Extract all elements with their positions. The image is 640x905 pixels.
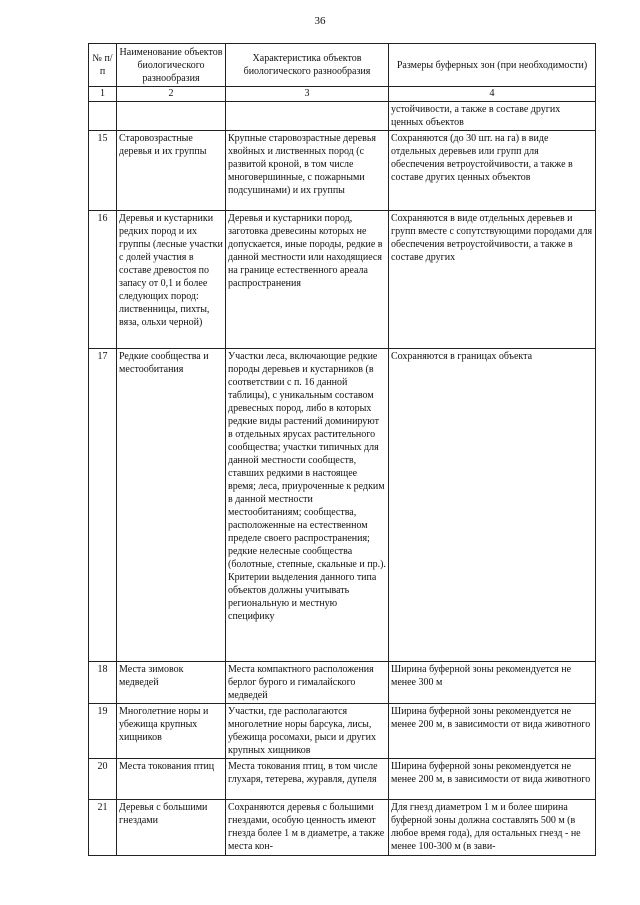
buffer-zone: Для гнезд диаметром 1 м и более ширина буферной зоны должна составлять 500 м (в любое время года), для остальных гнезд - не менее 100-300 м (в зави- — [389, 800, 596, 856]
table-row — [89, 662, 596, 704]
biodiversity-table — [88, 43, 596, 856]
object-characteristic: Крупные старовозрастные деревья хвойных и лиственных пород (с развитой кроной, в том числе многовершинные, с пожарными подсушинами) и их группы — [226, 131, 389, 211]
table-row-continuation — [89, 102, 596, 131]
buffer-zone: Ширина буферной зоны рекомендуется не менее 200 м, в зависимости от вида животного — [389, 759, 596, 800]
table-row — [89, 800, 596, 856]
table-row — [89, 704, 596, 759]
header-number: № п/п — [89, 44, 117, 87]
column-number: 3 — [226, 87, 389, 102]
buffer-zone: Ширина буферной зоны рекомендуется не менее 300 м — [389, 662, 596, 704]
object-name — [117, 102, 226, 131]
object-name: Редкие сообщества и местообитания — [117, 349, 226, 662]
table-row — [89, 211, 596, 349]
header-characteristic: Характеристика объектов биологического разнообразия — [226, 44, 389, 87]
row-number: 17 — [89, 349, 117, 662]
object-name: Деревья с большими гнездами — [117, 800, 226, 856]
buffer-zone: Сохраняются (до 30 шт. на га) в виде отдельных деревьев или групп для обеспечения ветроустойчивости, а также в составе других ценных объектов — [389, 131, 596, 211]
buffer-zone: Ширина буферной зоны рекомендуется не менее 200 м, в зависимости от вида животного — [389, 704, 596, 759]
table-row — [89, 349, 596, 662]
buffer-zone: Сохраняются в границах объекта — [389, 349, 596, 662]
object-name: Многолетние норы и убежища крупных хищников — [117, 704, 226, 759]
object-characteristic: Участки, где располагаются многолетние норы барсука, лисы, убежища росомахи, рыси и других крупных хищников — [226, 704, 389, 759]
object-name: Старовозрастные деревья и их группы — [117, 131, 226, 211]
row-number: 20 — [89, 759, 117, 800]
row-number: 16 — [89, 211, 117, 349]
row-number: 15 — [89, 131, 117, 211]
column-number-row — [89, 87, 596, 102]
column-number: 2 — [117, 87, 226, 102]
buffer-zone: Сохраняются в виде отдельных деревьев и групп вместе с сопутствующими породами для обеспечения ветроустойчивости, а также в составе других — [389, 211, 596, 349]
object-characteristic: Места компактного расположения берлог бурого и гималайского медведей — [226, 662, 389, 704]
column-number: 1 — [89, 87, 117, 102]
object-name: Места зимовок медведей — [117, 662, 226, 704]
object-characteristic — [226, 102, 389, 131]
header-buffer-zone: Размеры буферных зон (при необходимости) — [389, 44, 596, 87]
page-number: 36 — [314, 15, 326, 27]
table-header-row — [89, 44, 596, 87]
row-number: 18 — [89, 662, 117, 704]
object-characteristic: Места токования птиц, в том числе глухаря, тетерева, журавля, дупеля — [226, 759, 389, 800]
row-number — [89, 102, 117, 131]
buffer-zone: устойчивости, а также в составе других ценных объектов — [389, 102, 596, 131]
row-number: 21 — [89, 800, 117, 856]
row-number: 19 — [89, 704, 117, 759]
column-number: 4 — [389, 87, 596, 102]
object-characteristic: Сохраняются деревья с большими гнездами, особую ценность имеют гнезда более 1 м в диаметре, а также места кон- — [226, 800, 389, 856]
header-object-name: Наименование объектов биологического разнообразия — [117, 44, 226, 87]
object-name: Деревья и кустарники редких пород и их группы (лесные участки с долей участия в составе древостоя по запасу от 0,1 и более следующих пород: лиственницы, пихты, вяза, ольхи черной) — [117, 211, 226, 349]
object-name: Места токования птиц — [117, 759, 226, 800]
object-characteristic: Деревья и кустарники пород, заготовка древесины которых не допускается, иные породы, редкие в данной местности или находящиеся на границе естественного ареала распространения — [226, 211, 389, 349]
table-row — [89, 131, 596, 211]
object-characteristic: Участки леса, включающие редкие породы деревьев и кустарников (в соответствии с п. 16 данной таблицы), с уникальным составом древесных пород, либо в которых редкие виды растений доминируют в отдельных ярусах растительного сообщества; участки типичных для данной местности сообществ, ставших редкими в настоящее время; леса, приуроченные к редким в данной местности местообитаниям; сообщества, расположенные на естественном пределе своего распространения; редкие нелесные сообщества (болотные, степные, скальные и пр.). Критерии выделения данного типа объектов должны учитывать региональную и местную специфику — [226, 349, 389, 662]
table-row — [89, 759, 596, 800]
